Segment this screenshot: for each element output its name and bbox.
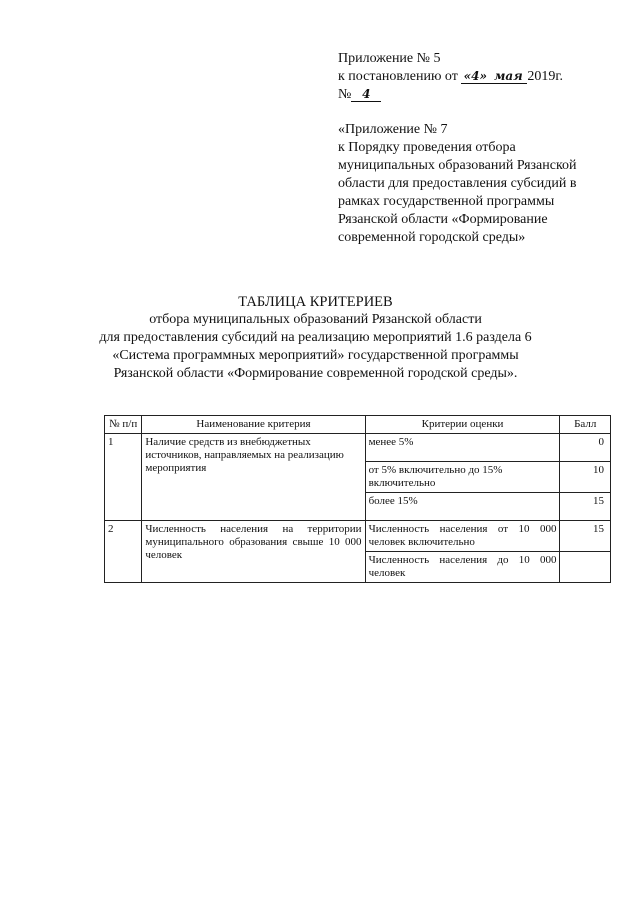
resolution-day-handwritten: «4» [461,69,489,84]
row-criterion-eval: Численность населения до 10 000 человек [365,552,560,583]
row-criterion-name: Наличие средств из внебюджетных источников, направляемых на реализацию мероприятия [142,434,365,521]
appendix-line: муниципальных образований Рязанской [338,158,577,173]
header-resolution-line [338,68,563,86]
row-criterion-eval: более 15% [365,493,560,521]
header-appendix-line: Приложение № 5 [338,51,441,66]
header-num: № п/п [105,416,142,434]
table-title-line: для предоставления субсидий на реализацию мероприятий 1.6 раздела 6 [99,330,532,345]
appendix-line: области для предоставления субсидий в [338,176,577,191]
row-criterion-eval: Численность населения от 10 000 человек включительно [365,521,560,552]
row-criterion-name: Численность населения на территории муниципального образования свыше 10 000 человек [142,521,365,583]
appendix-line: к Порядку проведения отбора [338,140,516,155]
row-criterion-eval: от 5% включительно до 15% включительно [365,462,560,493]
row-criterion-eval: менее 5% [365,434,560,462]
table-title-line: отбора муниципальных образований Рязанской области [149,312,482,327]
table-header-row [105,416,611,434]
header-score: Балл [560,416,611,434]
header-number-line [338,86,563,104]
row-criterion-score: 0 [560,434,611,462]
table-title [0,293,631,383]
table-title-line: «Система программных мероприятий» государственной программы [112,348,519,363]
resolution-prefix: к постановлению от [338,69,458,84]
resolution-number-handwritten: 4 [351,87,381,102]
row-num: 2 [105,521,142,583]
row-criterion-score: 15 [560,521,611,552]
table-title-line: Рязанской области «Формирование современной городской среды». [113,366,518,381]
row-criterion-score [560,552,611,583]
appendix-line: рамках государственной программы [338,194,555,209]
number-prefix: № [338,87,352,102]
header-eval: Критерии оценки [365,416,560,434]
table-row [105,521,611,552]
appendix-reference [338,121,618,247]
document-header [338,50,563,104]
resolution-year: 2019г. [527,69,564,84]
row-criterion-score: 15 [560,493,611,521]
appendix-line: Рязанской области «Формирование [338,212,548,227]
table-row [105,434,611,462]
criteria-table [104,415,611,583]
row-criterion-score: 10 [560,462,611,493]
header-name: Наименование критерия [142,416,365,434]
appendix-line: «Приложение № 7 [338,122,448,137]
appendix-line: современной городской среды» [338,230,526,245]
table-title-main: ТАБЛИЦА КРИТЕРИЕВ [238,294,393,310]
resolution-month-handwritten: мая [489,69,527,84]
row-num: 1 [105,434,142,521]
